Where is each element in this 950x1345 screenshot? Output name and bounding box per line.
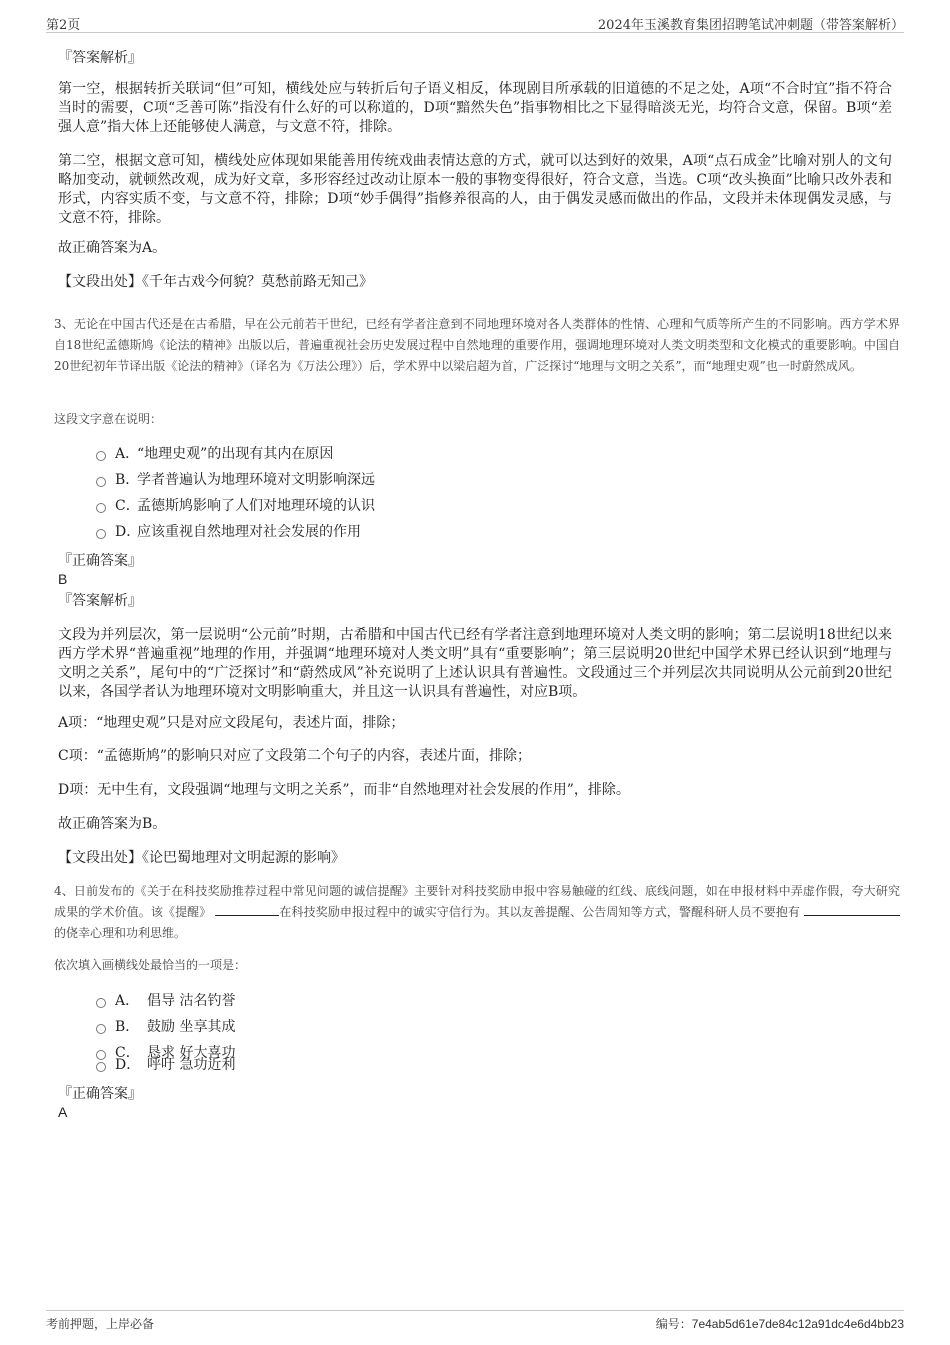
radio-icon[interactable] [96,451,106,461]
q4-option-b[interactable]: B． 鼓励 坐享其成 [96,1017,235,1037]
fill-blank-1 [215,903,279,916]
page-footer [46,1310,904,1335]
q3-prompt: 这段文字意在说明： [54,412,163,426]
q4-answer: A [58,1104,68,1120]
document-title: 2024年玉溪教育集团招聘笔试冲刺题（带答案解析） [597,18,904,33]
q3-source: 【文段出处】《论巴蜀地理对文明起源的影响》 [58,850,345,866]
radio-icon[interactable] [96,998,106,1008]
radio-icon[interactable] [96,477,106,487]
fill-blank-2 [804,903,900,916]
q3-conclusion: 故正确答案为B。 [58,816,167,832]
q3-analysis-para4: D项：无中生有，文段强调“地理与文明之关系”，而非“自然地理对社会发展的作用”，排除。 [58,782,630,798]
page-header [46,12,904,33]
q2-analysis-para1: 第一空，根据转折关联词“但”可知，横线处应与转折后句子语义相反，体现剧目所承载的旧道德的不足之处，A项“不合时宜”指不符合当时的需要，C项“乏善可陈”指没有什么好的可以称道的，D项“黯然失色”指事物相比之下显得暗淡无光，均符合文意，保留。B项“差强人意”指大体上还能够使人满意，与文意不符，排除。 [58,81,892,135]
q3-option-c[interactable]: C．孟德斯鸠影响了人们对地理环境的认识 [96,496,375,516]
q3-analysis-label: 『答案解析』 [58,593,142,609]
radio-icon[interactable] [96,529,106,539]
q3-option-b[interactable]: B．学者普遍认为地理环境对文明影响深远 [96,470,375,490]
q2-conclusion: 故正确答案为A。 [58,240,167,256]
q4-option-c[interactable]: C． 恳求 好大喜功 [96,1043,235,1063]
q2-analysis-para2: 第二空，根据文意可知，横线处应体现如果能善用传统戏曲表情达意的方式，就可以达到好的效果，A项“点石成金”比喻对别人的文句略加变动，就顿然改观，成为好文章，多形容经过改动让原本一般的事物变得很好，符合文意，当选。C项“改头换面”比喻只改外表和形式，内容实质不变，与文意不符，排除；D项“妙手偶得”指修养很高的人，由于偶发灵感而做出的作品，文段并未体现偶发灵感，与文意不符，排除。 [58,153,892,226]
radio-icon[interactable] [96,1062,106,1072]
q4-answer-label: 『正确答案』 [58,1086,142,1102]
q4-option-d[interactable]: D． 呼吁 急功近利 [96,1055,235,1075]
page-number: 第2页 [46,18,81,33]
footer-slogan: 考前押题，上岸必备 [46,1317,155,1331]
q3-option-a[interactable]: A．“地理史观”的出现有其内在原因 [96,444,333,464]
q3-analysis-para1: 文段为并列层次，第一层说明“公元前”时期，古希腊和中国古代已经有学者注意到地理环境对人类文明的影响；第二层说明18世纪以来西方学术界“普遍重视”地理的作用，并强调“地理环境对人类文明”具有“重要影响”；第三层说明20世纪中国学术界已经认识到“地理与文明之关系”，尾句中的“广泛探讨”和“蔚然成风”补充说明了上述认识具有普遍性。文段通过三个并列层次共同说明从公元前到20世纪以来，各国学者认为地理环境对文明影响重大，并且这一认识具有普遍性，对应B项。 [58,627,892,700]
footer-serial: 编号：7e4ab5d61e7de84c12a91dc4e6d4bb23 [655,1317,904,1331]
q3-analysis-para3: C项：“孟德斯鸠”的影响只对应了文段第二个句子的内容，表述片面，排除； [58,748,532,764]
q2-source: 【文段出处】《千年古戏今何貌？莫愁前路无知己》 [58,274,373,290]
q4-stem: 4、日前发布的《关于在科技奖励推荐过程中常见问题的诚信提醒》主要针对科技奖励申报中容易触碰的红线、底线问题，如在申报材料中弄虚作假，夸大研究成果的学术价值。该《提醒》 在科技奖励申报过程中的诚实守信行为。其以友善提醒、公告周知等方式，警醒科研人员不要抱有 的侥幸心理和功利思维。 [54,884,900,940]
q3-option-d[interactable]: D．应该重视自然地理对社会发展的作用 [96,522,361,542]
q3-analysis-para2: A项：“地理史观”只是对应文段尾句，表述片面，排除； [58,715,405,731]
q3-answer: B [58,571,68,587]
radio-icon[interactable] [96,1024,106,1034]
q3-answer-label: 『正确答案』 [58,553,142,569]
q4-option-a[interactable]: A． 倡导 沽名钓誉 [96,991,235,1011]
q3-stem: 3、无论在中国古代还是在古希腊，早在公元前若干世纪，已经有学者注意到不同地理环境对各人类群体的性情、心理和气质等所产生的不同影响。西方学术界自18世纪孟德斯鸠《论法的精神》出版以后，普遍重视社会历史发展过程中自然地理的重要作用，强调地理环境对人类文明类型和文化模式的重要影响。中国自20世纪初年节译出版《论法的精神》（译名为《万法公理》）后，学术界中以梁启超为首，广泛探讨“地理与文明之关系”，而“地理史观”也一时蔚然成风。 [54,317,900,373]
radio-icon[interactable] [96,503,106,513]
q2-analysis-label: 『答案解析』 [58,50,142,66]
q4-prompt: 依次填入画横线处最恰当的一项是： [54,958,247,972]
